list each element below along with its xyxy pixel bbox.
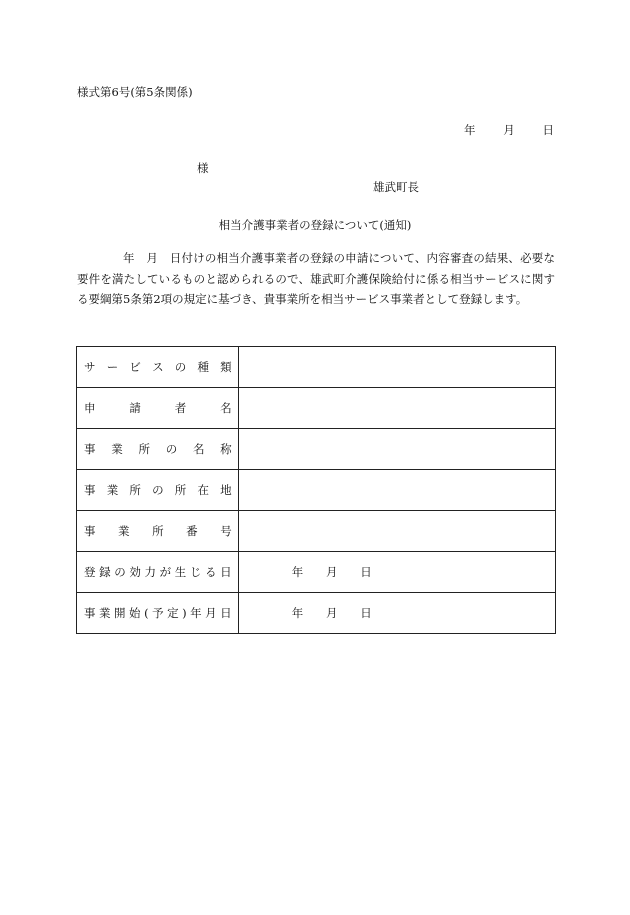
row-label-text <box>84 605 232 621</box>
label-char: 日 <box>220 606 232 620</box>
row-label-text <box>84 400 232 416</box>
label-char: 称 <box>220 442 232 456</box>
label-char: 請 <box>129 401 141 415</box>
label-char: 年 <box>190 606 202 620</box>
date-fields <box>292 564 372 580</box>
label-char: 所 <box>129 483 141 497</box>
date-unit-label: 月 <box>325 606 338 620</box>
row-value[interactable] <box>238 593 555 634</box>
row-label <box>77 347 239 388</box>
label-char: ( <box>144 606 149 620</box>
table-row <box>77 552 556 593</box>
label-char: の <box>114 565 126 579</box>
label-char: の <box>152 483 164 497</box>
row-value[interactable] <box>238 429 555 470</box>
label-char: 所 <box>138 442 150 456</box>
date-unit-label: 月 <box>325 565 338 579</box>
row-label <box>77 470 239 511</box>
date-day-label: 日 <box>542 123 554 137</box>
label-char: 録 <box>99 565 111 579</box>
label-char: 種 <box>197 360 209 374</box>
label-char: ス <box>152 360 164 374</box>
label-char: 定 <box>167 606 179 620</box>
label-char: る <box>205 565 217 579</box>
label-char: が <box>159 565 172 579</box>
label-char: の <box>174 360 187 374</box>
row-label-text <box>84 359 232 375</box>
label-char: 事 <box>84 524 96 538</box>
label-char: 在 <box>197 483 209 497</box>
notice-body: 年 月 日付けの相当介護事業者の登録の申請について、内容審査の結果、必要な要件を満たしているものと認められるので、雄武町介護保険給付に係る相当サービスに関する要綱第5条第2項の規定に基づき、貴事業所を相当サービス事業者として登録します。 <box>77 251 555 306</box>
row-label <box>77 593 239 634</box>
date-year-label: 年 <box>464 123 476 137</box>
row-label <box>77 511 239 552</box>
label-char: 生 <box>174 565 187 579</box>
label-char: 月 <box>205 606 217 620</box>
label-char: じ <box>189 565 202 579</box>
label-char: 事 <box>84 442 96 456</box>
document-title: 相当介護事業者の登録について(通知) <box>218 218 412 232</box>
sender: 雄武町長 <box>373 180 419 194</box>
form-number: 様式第6号(第5条関係) <box>77 85 193 99</box>
label-char: 事 <box>84 606 96 620</box>
row-value[interactable] <box>238 347 555 388</box>
label-char: 業 <box>99 606 111 620</box>
label-char: 名 <box>192 442 205 456</box>
table-row <box>77 511 556 552</box>
label-char: 所 <box>174 483 187 497</box>
date-unit-label: 年 <box>291 606 304 620</box>
table-row <box>77 347 556 388</box>
label-char: 地 <box>220 483 232 497</box>
date-month-label: 月 <box>503 123 515 137</box>
row-label-text <box>84 441 232 457</box>
label-char: ー <box>106 360 119 374</box>
row-label-text <box>84 482 232 498</box>
row-value[interactable] <box>238 470 555 511</box>
table-row <box>77 470 556 511</box>
table-row <box>77 593 556 634</box>
row-label <box>77 388 239 429</box>
row-value[interactable] <box>238 388 555 429</box>
label-char: 者 <box>174 401 187 415</box>
label-char: 予 <box>152 606 164 620</box>
label-char: 類 <box>220 360 232 374</box>
label-char: 開 <box>114 606 126 620</box>
label-char: 業 <box>111 442 123 456</box>
label-char: 登 <box>84 565 96 579</box>
label-char: 力 <box>144 565 156 579</box>
row-value[interactable] <box>238 511 555 552</box>
label-char: サ <box>84 360 96 374</box>
issue-date <box>464 122 554 138</box>
row-label <box>77 429 239 470</box>
date-unit-label: 日 <box>360 565 372 579</box>
label-char: 名 <box>220 401 232 415</box>
row-label <box>77 552 239 593</box>
table-row <box>77 429 556 470</box>
label-char: 効 <box>129 565 141 579</box>
label-char: 事 <box>84 483 96 497</box>
row-label-text <box>84 564 232 580</box>
table-row <box>77 388 556 429</box>
row-value[interactable] <box>238 552 555 593</box>
addressee: 様 <box>197 161 209 175</box>
label-char: 号 <box>220 524 232 538</box>
date-fields <box>292 605 372 621</box>
label-char: ビ <box>129 360 141 374</box>
label-char: 始 <box>129 606 141 620</box>
registration-table <box>76 346 556 634</box>
label-char: の <box>165 442 178 456</box>
label-char: 申 <box>84 401 96 415</box>
label-char: 業 <box>118 524 130 538</box>
label-char: 番 <box>186 524 198 538</box>
label-char: ) <box>182 606 187 620</box>
row-label-text <box>84 523 232 539</box>
label-char: 業 <box>106 483 119 497</box>
label-char: 日 <box>220 565 232 579</box>
date-unit-label: 日 <box>360 606 372 620</box>
label-char: 所 <box>152 524 164 538</box>
date-unit-label: 年 <box>291 565 304 579</box>
